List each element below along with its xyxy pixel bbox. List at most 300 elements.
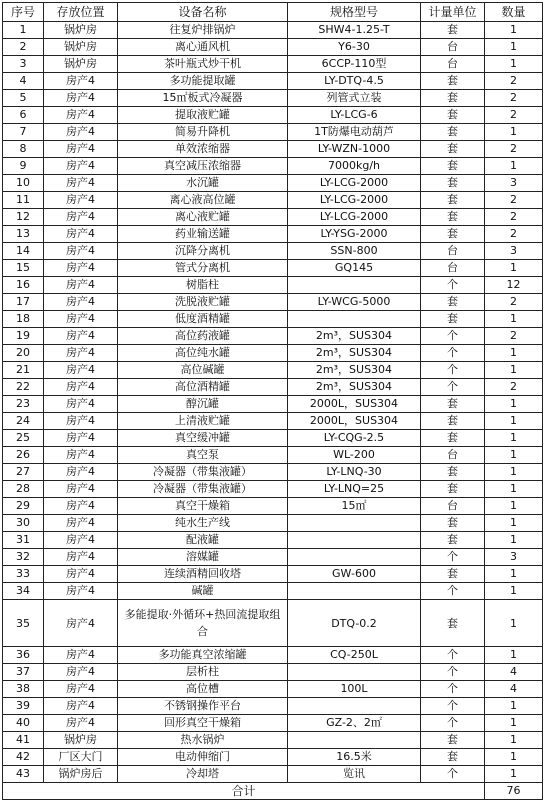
row-unit: 个: [421, 379, 485, 396]
table-row: [3, 379, 543, 396]
row-spec-model: [288, 664, 421, 681]
table-row: [3, 311, 543, 328]
row-quantity: 1: [485, 311, 543, 328]
table-row: [3, 124, 543, 141]
row-location: 房产4: [44, 345, 118, 362]
row-unit: 套: [421, 209, 485, 226]
row-location: 房产4: [44, 243, 118, 260]
row-quantity: 1: [485, 158, 543, 175]
row-quantity: 1: [485, 566, 543, 583]
row-unit: 套: [421, 732, 485, 749]
row-quantity: 1: [485, 56, 543, 73]
row-spec-model: Y6-30: [288, 39, 421, 56]
row-unit: 套: [421, 515, 485, 532]
row-equipment-name: 高位纯水罐: [118, 345, 288, 362]
row-unit: 套: [421, 141, 485, 158]
row-location: 房产4: [44, 583, 118, 600]
row-unit: 套: [421, 294, 485, 311]
row-unit: 套: [421, 22, 485, 39]
row-location: 厂区大门: [44, 749, 118, 766]
table-row: [3, 413, 543, 430]
row-location: 房产4: [44, 209, 118, 226]
row-index: 6: [3, 107, 44, 124]
row-spec-model: [288, 698, 421, 715]
row-index: 33: [3, 566, 44, 583]
row-unit: 套: [421, 107, 485, 124]
row-index: 43: [3, 766, 44, 783]
row-spec-model: LY-WCG-5000: [288, 294, 421, 311]
table-row: [3, 664, 543, 681]
row-spec-model: [288, 515, 421, 532]
row-location: 锅炉房: [44, 22, 118, 39]
row-quantity: 1: [485, 698, 543, 715]
row-equipment-name: 简易升降机: [118, 124, 288, 141]
row-spec-model: 2m³，SUS304: [288, 362, 421, 379]
row-equipment-name: 冷凝器（带集液罐）: [118, 464, 288, 481]
row-quantity: 1: [485, 515, 543, 532]
table-row: [3, 294, 543, 311]
row-location: 锅炉房: [44, 39, 118, 56]
row-equipment-name: 离心液贮罐: [118, 209, 288, 226]
table-row: [3, 549, 543, 566]
table-row: [3, 175, 543, 192]
table-row: [3, 600, 543, 647]
row-index: 26: [3, 447, 44, 464]
row-unit: 个: [421, 698, 485, 715]
row-spec-model: GW-600: [288, 566, 421, 583]
table-row: [3, 430, 543, 447]
row-location: 房产4: [44, 311, 118, 328]
row-equipment-name: 碱罐: [118, 583, 288, 600]
row-spec-model: 2000L，SUS304: [288, 413, 421, 430]
row-index: 28: [3, 481, 44, 498]
row-index: 8: [3, 141, 44, 158]
table-row: [3, 90, 543, 107]
row-location: 房产4: [44, 158, 118, 175]
row-equipment-name: 回形真空干燥箱: [118, 715, 288, 732]
row-location: 房产4: [44, 107, 118, 124]
row-unit: 个: [421, 345, 485, 362]
row-index: 39: [3, 698, 44, 715]
row-index: 22: [3, 379, 44, 396]
row-index: 40: [3, 715, 44, 732]
row-index: 14: [3, 243, 44, 260]
row-unit: 套: [421, 396, 485, 413]
row-quantity: 12: [485, 277, 543, 294]
row-unit: 套: [421, 158, 485, 175]
row-equipment-name: 离心通风机: [118, 39, 288, 56]
row-location: 房产4: [44, 464, 118, 481]
row-index: 2: [3, 39, 44, 56]
row-index: 10: [3, 175, 44, 192]
row-equipment-name: 冷却塔: [118, 766, 288, 783]
row-quantity: 1: [485, 447, 543, 464]
row-location: 房产4: [44, 430, 118, 447]
row-location: 房产4: [44, 175, 118, 192]
total-value: 76: [485, 783, 543, 800]
row-index: 5: [3, 90, 44, 107]
header-quantity: 数量: [485, 3, 543, 22]
table-row: [3, 260, 543, 277]
row-equipment-name: 药业输送罐: [118, 226, 288, 243]
row-unit: 套: [421, 192, 485, 209]
row-quantity: 1: [485, 124, 543, 141]
row-index: 13: [3, 226, 44, 243]
row-unit: 套: [421, 464, 485, 481]
row-spec-model: [288, 532, 421, 549]
row-spec-model: LY-LCG-2000: [288, 209, 421, 226]
row-equipment-name: 提取液贮罐: [118, 107, 288, 124]
row-equipment-name: 单效浓缩器: [118, 141, 288, 158]
table-row: [3, 141, 543, 158]
row-spec-model: [288, 549, 421, 566]
row-quantity: 1: [485, 647, 543, 664]
row-index: 38: [3, 681, 44, 698]
row-quantity: 4: [485, 681, 543, 698]
row-quantity: 2: [485, 294, 543, 311]
row-spec-model: 2m³，SUS304: [288, 328, 421, 345]
row-index: 29: [3, 498, 44, 515]
row-index: 20: [3, 345, 44, 362]
row-equipment-name: 高位药液罐: [118, 328, 288, 345]
row-location: 房产4: [44, 277, 118, 294]
row-location: 房产4: [44, 90, 118, 107]
row-unit: 套: [421, 311, 485, 328]
row-location: 房产4: [44, 698, 118, 715]
row-index: 41: [3, 732, 44, 749]
row-location: 房产4: [44, 532, 118, 549]
row-location: 房产4: [44, 379, 118, 396]
row-index: 32: [3, 549, 44, 566]
row-quantity: 1: [485, 413, 543, 430]
row-equipment-name: 多功能提取罐: [118, 73, 288, 90]
row-quantity: 2: [485, 226, 543, 243]
row-equipment-name: 高位槽: [118, 681, 288, 698]
table-row: [3, 515, 543, 532]
row-unit: 个: [421, 362, 485, 379]
row-index: 23: [3, 396, 44, 413]
row-unit: 个: [421, 715, 485, 732]
row-spec-model: 览讯: [288, 766, 421, 783]
row-spec-model: 16.5米: [288, 749, 421, 766]
row-unit: 个: [421, 681, 485, 698]
row-unit: 套: [421, 600, 485, 647]
table-row: [3, 243, 543, 260]
table-row: [3, 583, 543, 600]
row-equipment-name: 沉降分离机: [118, 243, 288, 260]
row-quantity: 1: [485, 732, 543, 749]
row-spec-model: GZ-2、2㎡: [288, 715, 421, 732]
row-spec-model: LY-LCG-2000: [288, 192, 421, 209]
total-row: [3, 783, 543, 800]
row-equipment-name: 水沉罐: [118, 175, 288, 192]
row-spec-model: CQ-250L: [288, 647, 421, 664]
row-index: 15: [3, 260, 44, 277]
row-quantity: 1: [485, 260, 543, 277]
row-quantity: 2: [485, 209, 543, 226]
row-equipment-name: 真空缓冲罐: [118, 430, 288, 447]
table-row: [3, 481, 543, 498]
table-row: [3, 464, 543, 481]
table-body: [3, 22, 543, 783]
row-index: 7: [3, 124, 44, 141]
row-unit: 个: [421, 549, 485, 566]
row-equipment-name: 茶叶瓶式炒干机: [118, 56, 288, 73]
table-row: [3, 209, 543, 226]
row-spec-model: LY-YSG-2000: [288, 226, 421, 243]
table-row: [3, 732, 543, 749]
header-unit: 计量单位: [421, 3, 485, 22]
row-quantity: 1: [485, 749, 543, 766]
row-spec-model: [288, 583, 421, 600]
row-location: 房产4: [44, 328, 118, 345]
row-spec-model: [288, 732, 421, 749]
row-unit: 套: [421, 90, 485, 107]
row-unit: 套: [421, 749, 485, 766]
row-index: 34: [3, 583, 44, 600]
row-equipment-name: 真空泵: [118, 447, 288, 464]
row-quantity: 3: [485, 549, 543, 566]
row-index: 3: [3, 56, 44, 73]
row-location: 房产4: [44, 362, 118, 379]
row-quantity: 1: [485, 464, 543, 481]
row-equipment-name: 洗脱液贮罐: [118, 294, 288, 311]
row-quantity: 1: [485, 345, 543, 362]
row-quantity: 1: [485, 766, 543, 783]
row-equipment-name: 连续酒精回收塔: [118, 566, 288, 583]
table-row: [3, 345, 543, 362]
row-equipment-name: 离心液高位罐: [118, 192, 288, 209]
row-unit: 个: [421, 583, 485, 600]
row-quantity: 1: [485, 498, 543, 515]
row-quantity: 2: [485, 379, 543, 396]
row-spec-model: 列管式立装: [288, 90, 421, 107]
row-location: 房产4: [44, 226, 118, 243]
row-equipment-name: 配液罐: [118, 532, 288, 549]
table-row: [3, 158, 543, 175]
row-index: 19: [3, 328, 44, 345]
row-spec-model: 2000L，SUS304: [288, 396, 421, 413]
table-row: [3, 22, 543, 39]
row-spec-model: DTQ-0.2: [288, 600, 421, 647]
row-location: 锅炉房: [44, 56, 118, 73]
row-index: 12: [3, 209, 44, 226]
row-index: 27: [3, 464, 44, 481]
row-quantity: 3: [485, 175, 543, 192]
table-row: [3, 681, 543, 698]
row-equipment-name: 溶媒罐: [118, 549, 288, 566]
row-quantity: 1: [485, 39, 543, 56]
row-quantity: 1: [485, 715, 543, 732]
table-row: [3, 107, 543, 124]
table-row: [3, 56, 543, 73]
row-quantity: 1: [485, 600, 543, 647]
row-quantity: 2: [485, 73, 543, 90]
row-equipment-name: 树脂柱: [118, 277, 288, 294]
row-spec-model: GQ145: [288, 260, 421, 277]
row-spec-model: LY-WZN-1000: [288, 141, 421, 158]
row-unit: 个: [421, 664, 485, 681]
row-index: 16: [3, 277, 44, 294]
row-unit: 套: [421, 532, 485, 549]
row-index: 35: [3, 600, 44, 647]
row-equipment-name: 低度酒精罐: [118, 311, 288, 328]
table-row: [3, 192, 543, 209]
row-unit: 个: [421, 277, 485, 294]
table-row: [3, 715, 543, 732]
row-location: 房产4: [44, 260, 118, 277]
row-equipment-name: 纯水生产线: [118, 515, 288, 532]
row-unit: 套: [421, 481, 485, 498]
row-quantity: 3: [485, 243, 543, 260]
table-row: [3, 396, 543, 413]
row-spec-model: SHW4-1.25-T: [288, 22, 421, 39]
row-quantity: 1: [485, 396, 543, 413]
table-row: [3, 566, 543, 583]
row-equipment-name: 上清液贮罐: [118, 413, 288, 430]
row-equipment-name: 15㎡板式冷凝器: [118, 90, 288, 107]
table-row: [3, 226, 543, 243]
row-index: 24: [3, 413, 44, 430]
row-unit: 套: [421, 226, 485, 243]
row-spec-model: LY-LNQ-30: [288, 464, 421, 481]
row-quantity: 1: [485, 22, 543, 39]
row-location: 房产4: [44, 681, 118, 698]
equipment-table: [2, 2, 543, 800]
table-row: [3, 328, 543, 345]
row-location: 房产4: [44, 192, 118, 209]
row-spec-model: [288, 311, 421, 328]
row-location: 锅炉房后: [44, 766, 118, 783]
row-unit: 个: [421, 766, 485, 783]
row-unit: 套: [421, 430, 485, 447]
row-index: 25: [3, 430, 44, 447]
row-spec-model: 100L: [288, 681, 421, 698]
row-equipment-name: 不锈钢操作平台: [118, 698, 288, 715]
row-unit: 台: [421, 260, 485, 277]
row-unit: 套: [421, 566, 485, 583]
row-location: 房产4: [44, 413, 118, 430]
row-unit: 台: [421, 39, 485, 56]
row-equipment-name: 管式分离机: [118, 260, 288, 277]
table-row: [3, 362, 543, 379]
row-location: 房产4: [44, 647, 118, 664]
row-spec-model: 15㎡: [288, 498, 421, 515]
row-unit: 台: [421, 447, 485, 464]
table-row: [3, 277, 543, 294]
row-unit: 套: [421, 175, 485, 192]
row-equipment-name: 真空干燥箱: [118, 498, 288, 515]
row-equipment-name: 往复炉排锅炉: [118, 22, 288, 39]
row-location: 房产4: [44, 141, 118, 158]
row-index: 37: [3, 664, 44, 681]
header-equipment-name: 设备名称: [118, 3, 288, 22]
header-spec-model: 规格型号: [288, 3, 421, 22]
row-location: 房产4: [44, 294, 118, 311]
row-quantity: 1: [485, 430, 543, 447]
row-location: 房产4: [44, 664, 118, 681]
row-spec-model: WL-200: [288, 447, 421, 464]
row-location: 房产4: [44, 447, 118, 464]
header-location: 存放位置: [44, 3, 118, 22]
row-quantity: 1: [485, 583, 543, 600]
row-equipment-name: 醇沉罐: [118, 396, 288, 413]
table-row: [3, 498, 543, 515]
table-row: [3, 766, 543, 783]
row-unit: 套: [421, 124, 485, 141]
row-index: 17: [3, 294, 44, 311]
row-equipment-name: 多功能真空浓缩罐: [118, 647, 288, 664]
row-spec-model: SSN-800: [288, 243, 421, 260]
row-equipment-name: 高位酒精罐: [118, 379, 288, 396]
row-unit: 套: [421, 413, 485, 430]
row-index: 11: [3, 192, 44, 209]
row-location: 房产4: [44, 498, 118, 515]
total-label: 合计: [3, 783, 485, 800]
row-quantity: 4: [485, 664, 543, 681]
row-index: 1: [3, 22, 44, 39]
table-row: [3, 447, 543, 464]
row-location: 房产4: [44, 566, 118, 583]
row-index: 21: [3, 362, 44, 379]
row-location: 房产4: [44, 715, 118, 732]
row-spec-model: 1T防爆电动葫芦: [288, 124, 421, 141]
row-quantity: 2: [485, 141, 543, 158]
row-spec-model: 2m³，SUS304: [288, 345, 421, 362]
row-index: 36: [3, 647, 44, 664]
table-row: [3, 73, 543, 90]
row-spec-model: 2m³，SUS304: [288, 379, 421, 396]
row-location: 锅炉房: [44, 732, 118, 749]
table-row: [3, 647, 543, 664]
row-index: 31: [3, 532, 44, 549]
row-spec-model: LY-LNQ=25: [288, 481, 421, 498]
row-spec-model: 7000kg/h: [288, 158, 421, 175]
row-equipment-name: 真空减压浓缩器: [118, 158, 288, 175]
header-row: [3, 3, 543, 22]
header-index: 序号: [3, 3, 44, 22]
row-location: 房产4: [44, 481, 118, 498]
row-location: 房产4: [44, 124, 118, 141]
row-equipment-name: 冷凝器（带集液罐）: [118, 481, 288, 498]
row-equipment-name: 层析柱: [118, 664, 288, 681]
row-quantity: 2: [485, 328, 543, 345]
row-unit: 台: [421, 243, 485, 260]
row-index: 30: [3, 515, 44, 532]
row-location: 房产4: [44, 549, 118, 566]
row-index: 42: [3, 749, 44, 766]
row-quantity: 1: [485, 362, 543, 379]
row-unit: 套: [421, 73, 485, 90]
row-index: 9: [3, 158, 44, 175]
row-quantity: 1: [485, 481, 543, 498]
row-equipment-name: 电动伸缩门: [118, 749, 288, 766]
row-spec-model: LY-LCG-2000: [288, 175, 421, 192]
row-quantity: 1: [485, 532, 543, 549]
row-index: 4: [3, 73, 44, 90]
table-row: [3, 532, 543, 549]
row-equipment-name: 高位碱罐: [118, 362, 288, 379]
row-location: 房产4: [44, 515, 118, 532]
row-unit: 台: [421, 498, 485, 515]
row-spec-model: LY-CQG-2.5: [288, 430, 421, 447]
row-quantity: 2: [485, 90, 543, 107]
row-unit: 台: [421, 56, 485, 73]
row-spec-model: 6CCP-110型: [288, 56, 421, 73]
row-location: 房产4: [44, 600, 118, 647]
row-index: 18: [3, 311, 44, 328]
table-row: [3, 39, 543, 56]
